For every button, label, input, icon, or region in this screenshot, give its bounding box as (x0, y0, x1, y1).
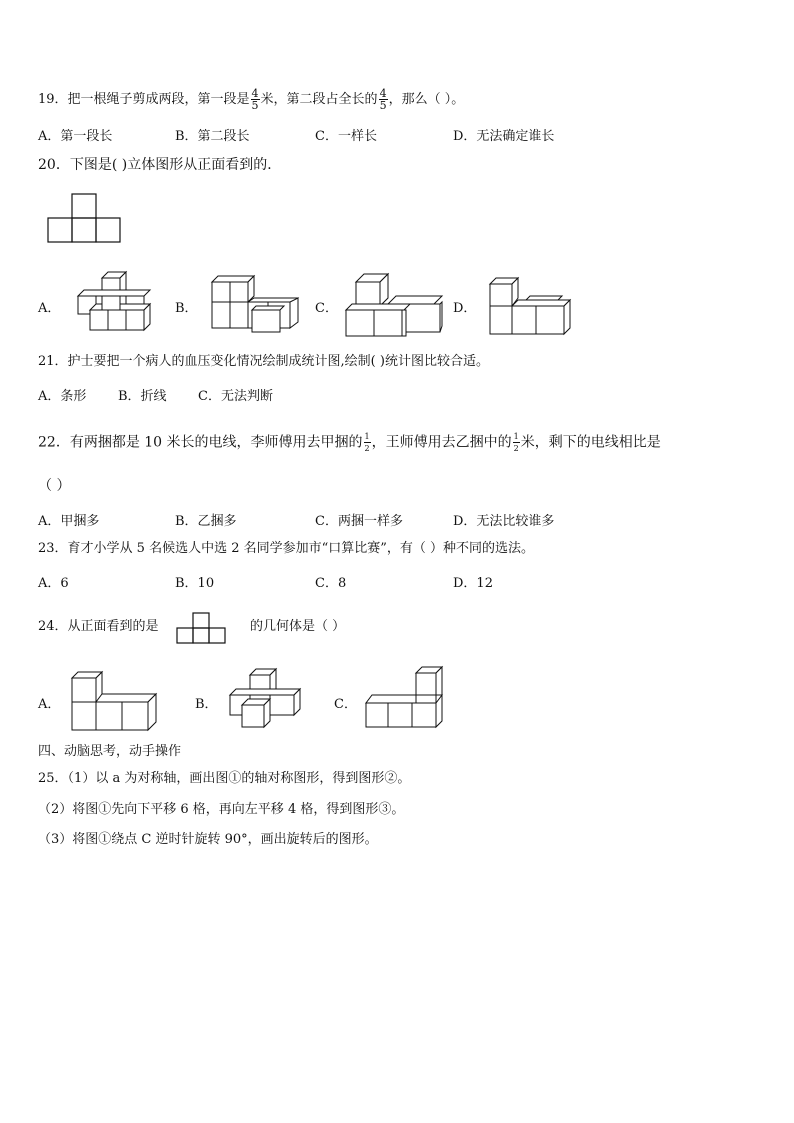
q19-stem (38, 88, 464, 111)
q20-option-d-solid[interactable] (486, 274, 578, 340)
q20-option-c-solid[interactable] (344, 270, 446, 340)
q22-stem-c: 米，剩下的电线相比是 (520, 434, 661, 451)
q25-line-1: 25．（1）以 a 为对称轴，画出图①的轴对称图形，得到图形②。 (38, 771, 411, 786)
q22-stem-a: 22．有两捆都是 10 米长的电线，李师傅用去甲捆的 (38, 434, 363, 451)
q19-stem-c: ，那么（ ）。 (388, 92, 465, 107)
q22-option-c[interactable]: C．两捆一样多 (315, 514, 403, 529)
q20-option-a[interactable]: A． (38, 301, 61, 316)
q19-option-a[interactable]: A．第一段长 (38, 129, 113, 144)
q24-option-a[interactable]: A． (38, 697, 61, 712)
q19-fraction-1: $\frac{4}{5}$ (251, 87, 259, 112)
q22-option-b[interactable]: B．乙捆多 (175, 514, 237, 529)
q25-line-2: （2）将图①先向下平移 6 格，再向左平移 4 格，得到图形③。 (38, 802, 405, 817)
q20-option-b-solid[interactable] (208, 272, 300, 336)
q21-stem: 21．护士要把一个病人的血压变化情况绘制成统计图,绘制( )统计图比较合适。 (38, 354, 489, 369)
q24-option-b-solid[interactable] (224, 667, 306, 731)
q23-option-a[interactable]: A．6 (38, 576, 69, 591)
q23-option-c[interactable]: C．8 (315, 576, 347, 591)
q24-option-c[interactable]: C． (334, 697, 357, 712)
q21-option-c[interactable]: C．无法判断 (198, 389, 273, 404)
q23-option-d[interactable]: D．12 (453, 576, 493, 591)
q19-fraction-2: $\frac{4}{5}$ (379, 87, 387, 112)
q23-stem: 23．育才小学从 5 名候选人中选 2 名同学参加市“口算比赛”，有（ ）种不同的选法。 (38, 541, 535, 556)
q22-stem (38, 431, 661, 454)
q22-fraction-2: $\frac{1}{2}$ (513, 432, 519, 453)
q19-stem-a: 19．把一根绳子剪成两段，第一段是 (38, 92, 250, 107)
q20-option-a-solid[interactable] (70, 270, 160, 336)
q20-stem: 20．下图是( )立体图形从正面看到的． (38, 157, 282, 173)
q24-stem-b: 的几何体是（ ） (250, 619, 346, 634)
q19-option-c[interactable]: C．一样长 (315, 129, 377, 144)
q19-option-b[interactable]: B．第二段长 (175, 129, 250, 144)
q20-front-view-figure (46, 192, 124, 244)
q22-option-d[interactable]: D．无法比较谁多 (453, 514, 555, 529)
q22-answer-paren: （ ） (38, 478, 71, 494)
q22-stem-b: ，王师傅用去乙捆中的 (371, 434, 512, 451)
q21-option-b[interactable]: B．折线 (118, 389, 167, 404)
q19-option-d[interactable]: D．无法确定谁长 (453, 129, 555, 144)
q24-front-view-figure (176, 611, 228, 645)
q24-stem-a: 24．从正面看到的是 (38, 619, 159, 634)
q19-stem-b: 米，第二段占全长的 (260, 92, 378, 107)
q22-fraction-1: $\frac{1}{2}$ (364, 432, 370, 453)
q24-option-a-solid[interactable] (68, 668, 162, 734)
q24-option-b[interactable]: B． (195, 697, 218, 712)
q25-line-3: （3）将图①绕点 C 逆时针旋转 90°，画出旋转后的图形。 (38, 832, 378, 847)
q20-option-d[interactable]: D． (453, 301, 477, 316)
q21-option-a[interactable]: A．条形 (38, 389, 87, 404)
section-4-title: 四、动脑思考，动手操作 (38, 744, 182, 759)
q20-option-b[interactable]: B． (175, 301, 198, 316)
q24-option-c-solid[interactable] (362, 665, 448, 731)
q22-option-a[interactable]: A．甲捆多 (38, 514, 100, 529)
q23-option-b[interactable]: B．10 (175, 576, 215, 591)
q20-option-c[interactable]: C． (315, 301, 338, 316)
